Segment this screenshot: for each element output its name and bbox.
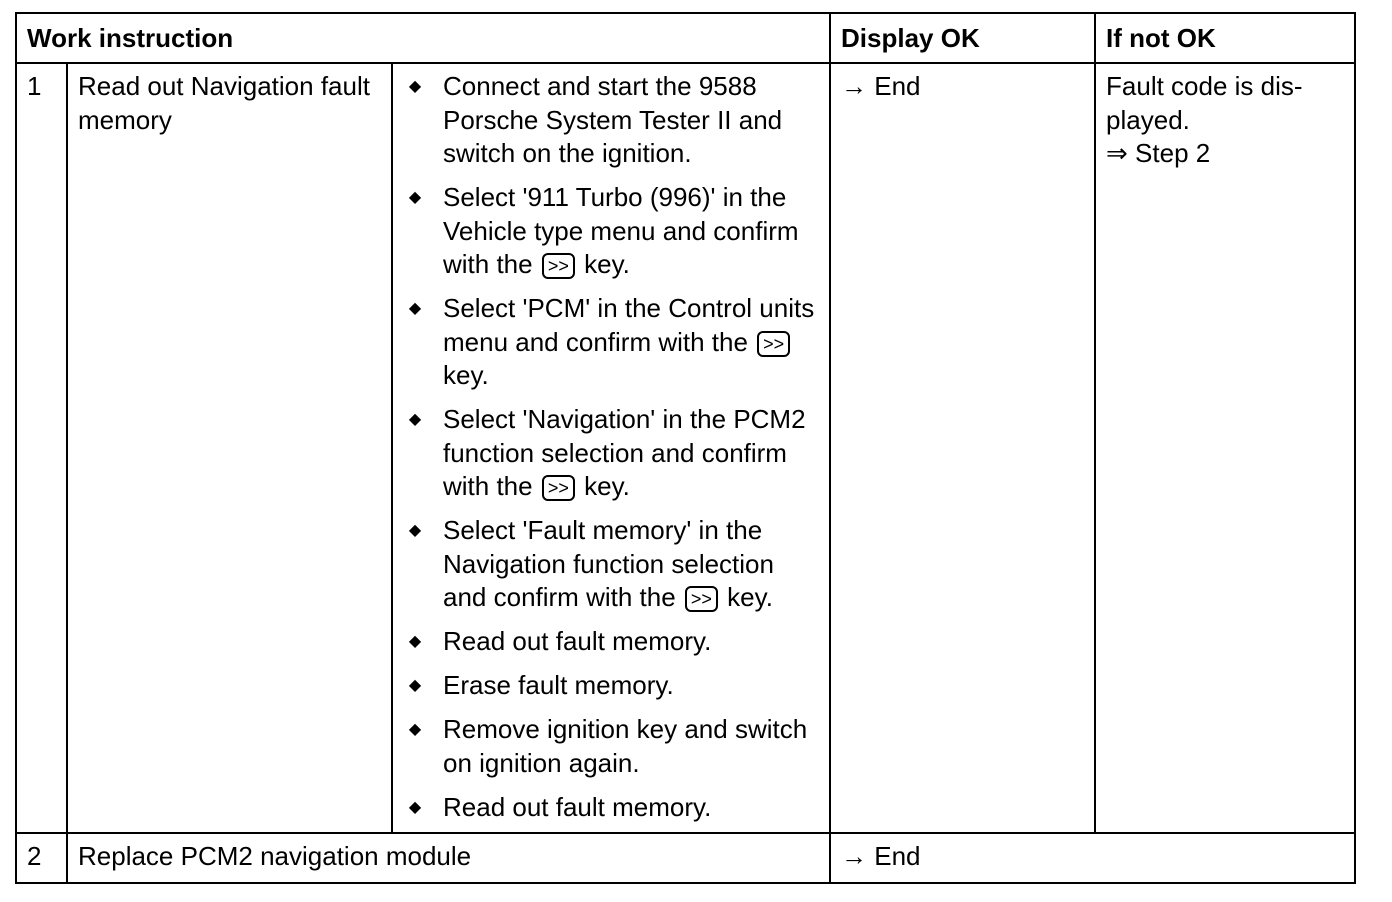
diamond-bullet-icon: ◆ (408, 677, 422, 694)
step-number: 1 (16, 63, 67, 833)
work-instruction-table (15, 12, 1356, 884)
diamond-bullet-icon: ◆ (408, 522, 422, 539)
list-item (405, 181, 821, 282)
steps-list (405, 70, 821, 824)
step-text: Remove ignition key and switch on ignition again. (443, 714, 808, 778)
display-ok-cell: → End (830, 63, 1095, 833)
task-description: Read out Navigation fault memory (67, 63, 392, 833)
list-item (405, 791, 821, 825)
diamond-bullet-icon: ◆ (408, 633, 422, 650)
forward-key-icon: >> (685, 586, 718, 612)
step-text: Select 'PCM' in the Control units menu and confirm with the (443, 293, 815, 357)
step-text-after: key. (727, 582, 773, 612)
next-step-link: ⇒ Step 2 (1106, 138, 1211, 168)
step-text: Select 'Fault memory' in the Navigation function selection and confirm with the (443, 515, 774, 612)
diamond-bullet-icon: ◆ (408, 798, 422, 816)
diamond-bullet-icon: ◆ (408, 189, 422, 206)
step-text-after: key. (584, 249, 630, 279)
step-number: 2 (16, 833, 67, 883)
instruction-steps (392, 63, 830, 833)
fault-code-text: Fault code is dis-played. (1106, 71, 1303, 135)
list-item (405, 292, 821, 393)
header-display-ok: Display OK (830, 13, 1095, 63)
diamond-bullet-icon: ◆ (408, 300, 422, 317)
step-text-after: key. (443, 360, 489, 390)
step-text: Read out fault memory. (443, 791, 712, 822)
step-text: Connect and start the 9588 Porsche System Tester II and switch on the ignition. (443, 71, 783, 168)
step-text: Erase fault memory. (443, 670, 674, 700)
header-work-instruction: Work instruction (16, 13, 830, 63)
step-text: Select 'Navigation' in the PCM2 function selection and confirm with the (443, 404, 806, 501)
step-text: Read out fault memory. (443, 626, 712, 656)
forward-key-icon: >> (542, 475, 575, 501)
step-text-after: key. (584, 471, 630, 501)
list-item (405, 669, 821, 703)
table-row (16, 833, 1355, 883)
list-item (405, 625, 821, 659)
list-item (405, 403, 821, 504)
diamond-bullet-icon: ◆ (408, 721, 422, 738)
list-item (405, 713, 821, 780)
header-if-not-ok: If not OK (1095, 13, 1355, 63)
if-not-ok-cell (1095, 63, 1355, 833)
diamond-bullet-icon: ◆ (408, 411, 422, 428)
forward-key-icon: >> (542, 253, 575, 279)
display-ok-cell: → End (830, 833, 1355, 883)
forward-key-icon: >> (757, 331, 790, 357)
list-item (405, 70, 821, 171)
list-item (405, 514, 821, 615)
diamond-bullet-icon: ◆ (408, 78, 422, 95)
table-row (16, 63, 1355, 833)
header-row (16, 13, 1355, 63)
task-description: Replace PCM2 navigation module (67, 833, 830, 883)
step-text: Select '911 Turbo (996)' in the Vehicle type menu and confirm with the (443, 182, 799, 279)
